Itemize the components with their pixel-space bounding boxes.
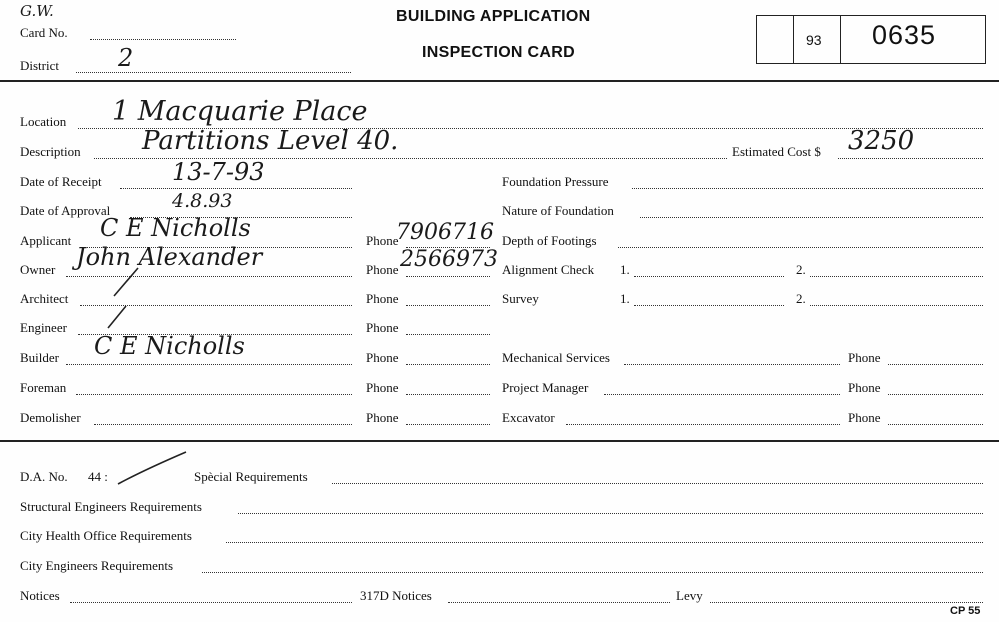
notices-label: Notices [20, 588, 60, 603]
demolisher-line [94, 423, 352, 425]
levy-line [710, 601, 983, 603]
notices-line [70, 601, 352, 603]
date-approval-value: 4.8.93 [172, 190, 233, 212]
year-value: 93 [806, 32, 822, 48]
applicant-phone-label: Phone [366, 233, 399, 248]
builder-value: C E Nicholls [94, 332, 245, 360]
form-title: BUILDING APPLICATION [396, 8, 591, 25]
date-receipt-line [120, 187, 352, 189]
estimated-cost-value: 3250 [848, 126, 915, 156]
date-approval-label: Date of Approval [20, 203, 111, 218]
alignment-check-label: Alignment Check [502, 262, 595, 277]
foreman-phone-label: Phone [366, 380, 399, 395]
alignment-line-2 [810, 275, 983, 277]
demolisher-phone-line [406, 423, 490, 425]
card-no-label: Card No. [20, 25, 68, 40]
depth-footings-line [618, 246, 983, 248]
applicant-value: C E Nicholls [100, 214, 251, 242]
card-no-handwritten: G.W. [20, 2, 54, 20]
details-rule [0, 440, 999, 442]
owner-phone-value: 2566973 [400, 247, 498, 272]
owner-label: Owner [20, 262, 56, 277]
architect-phone-label: Phone [366, 291, 399, 306]
architect-phone-line [406, 304, 490, 306]
foreman-line [76, 393, 352, 395]
foreman-label: Foreman [20, 380, 67, 395]
foreman-phone-line [406, 393, 490, 395]
slash-marks [100, 262, 150, 334]
box-divider-1 [793, 15, 794, 64]
owner-phone-line [406, 275, 490, 277]
excavator-line [566, 423, 840, 425]
notices-317d-line [448, 601, 670, 603]
builder-phone-label: Phone [366, 350, 399, 365]
estimated-cost-label: Estimated Cost $ [732, 144, 821, 159]
builder-line [66, 363, 352, 365]
date-receipt-label: Date of Receipt [20, 174, 102, 189]
survey-item-2: 2. [796, 291, 806, 306]
notices-317d-label: 317D Notices [360, 588, 432, 603]
alignment-item-1: 1. [620, 262, 630, 277]
survey-item-1: 1. [620, 291, 630, 306]
architect-label: Architect [20, 291, 69, 306]
alignment-line-1 [634, 275, 784, 277]
header-rule [0, 80, 999, 82]
excavator-phone-line [888, 423, 983, 425]
city-engineers-line [202, 571, 983, 573]
location-value: 1 Macquarie Place [112, 96, 368, 127]
special-requirements-line [332, 482, 983, 484]
demolisher-label: Demolisher [20, 410, 81, 425]
applicant-label: Applicant [20, 233, 72, 248]
depth-footings-label: Depth of Footings [502, 233, 597, 248]
mechanical-line [624, 363, 840, 365]
card-number-box [756, 15, 986, 64]
foundation-pressure-line [632, 187, 983, 189]
structural-requirements-line [238, 512, 983, 514]
project-manager-line [604, 393, 840, 395]
owner-value: John Alexander [76, 243, 263, 271]
district-value: 2 [118, 44, 134, 72]
da-no-label: D.A. No. [20, 469, 68, 484]
description-label: Description [20, 144, 81, 159]
form-subtitle: INSPECTION CARD [422, 44, 575, 61]
engineer-phone-label: Phone [366, 320, 399, 335]
card-no-line [90, 38, 236, 40]
mechanical-phone-line [888, 363, 983, 365]
structural-requirements-label: Structural Engineers Requirements [20, 499, 202, 514]
district-label: District [20, 58, 59, 73]
description-value: Partitions Level 40. [142, 126, 399, 156]
survey-label: Survey [502, 291, 539, 306]
engineer-phone-line [406, 333, 490, 335]
excavator-label: Excavator [502, 410, 555, 425]
project-manager-phone-label: Phone [848, 380, 881, 395]
applicant-phone-value: 7906716 [396, 220, 494, 245]
mechanical-phone-label: Phone [848, 350, 881, 365]
city-engineers-label: City Engineers Requirements [20, 558, 174, 573]
engineer-label: Engineer [20, 320, 67, 335]
special-requirements-label: Spècial Requirements [194, 469, 308, 484]
date-receipt-value: 13-7-93 [172, 158, 265, 186]
health-requirements-line [226, 541, 983, 543]
da-no-value: 44 : [88, 469, 108, 484]
health-requirements-label: City Health Office Requirements [20, 528, 192, 543]
foundation-pressure-label: Foundation Pressure [502, 174, 609, 189]
nature-foundation-label: Nature of Foundation [502, 203, 614, 218]
project-manager-label: Project Manager [502, 380, 589, 395]
builder-phone-line [406, 363, 490, 365]
form-code: CP 55 [950, 605, 981, 617]
excavator-phone-label: Phone [848, 410, 881, 425]
survey-line-2 [810, 304, 983, 306]
owner-phone-label: Phone [366, 262, 399, 277]
nature-foundation-line [640, 216, 983, 218]
box-divider-2 [840, 15, 841, 64]
project-manager-phone-line [888, 393, 983, 395]
estimated-cost-line [838, 157, 983, 159]
card-number-value: 0635 [872, 20, 937, 50]
demolisher-phone-label: Phone [366, 410, 399, 425]
builder-label: Builder [20, 350, 59, 365]
levy-label: Levy [676, 588, 703, 603]
da-slash-mark [114, 448, 190, 490]
location-label: Location [20, 114, 67, 129]
alignment-item-2: 2. [796, 262, 806, 277]
survey-line-1 [634, 304, 784, 306]
mechanical-label: Mechanical Services [502, 350, 610, 365]
